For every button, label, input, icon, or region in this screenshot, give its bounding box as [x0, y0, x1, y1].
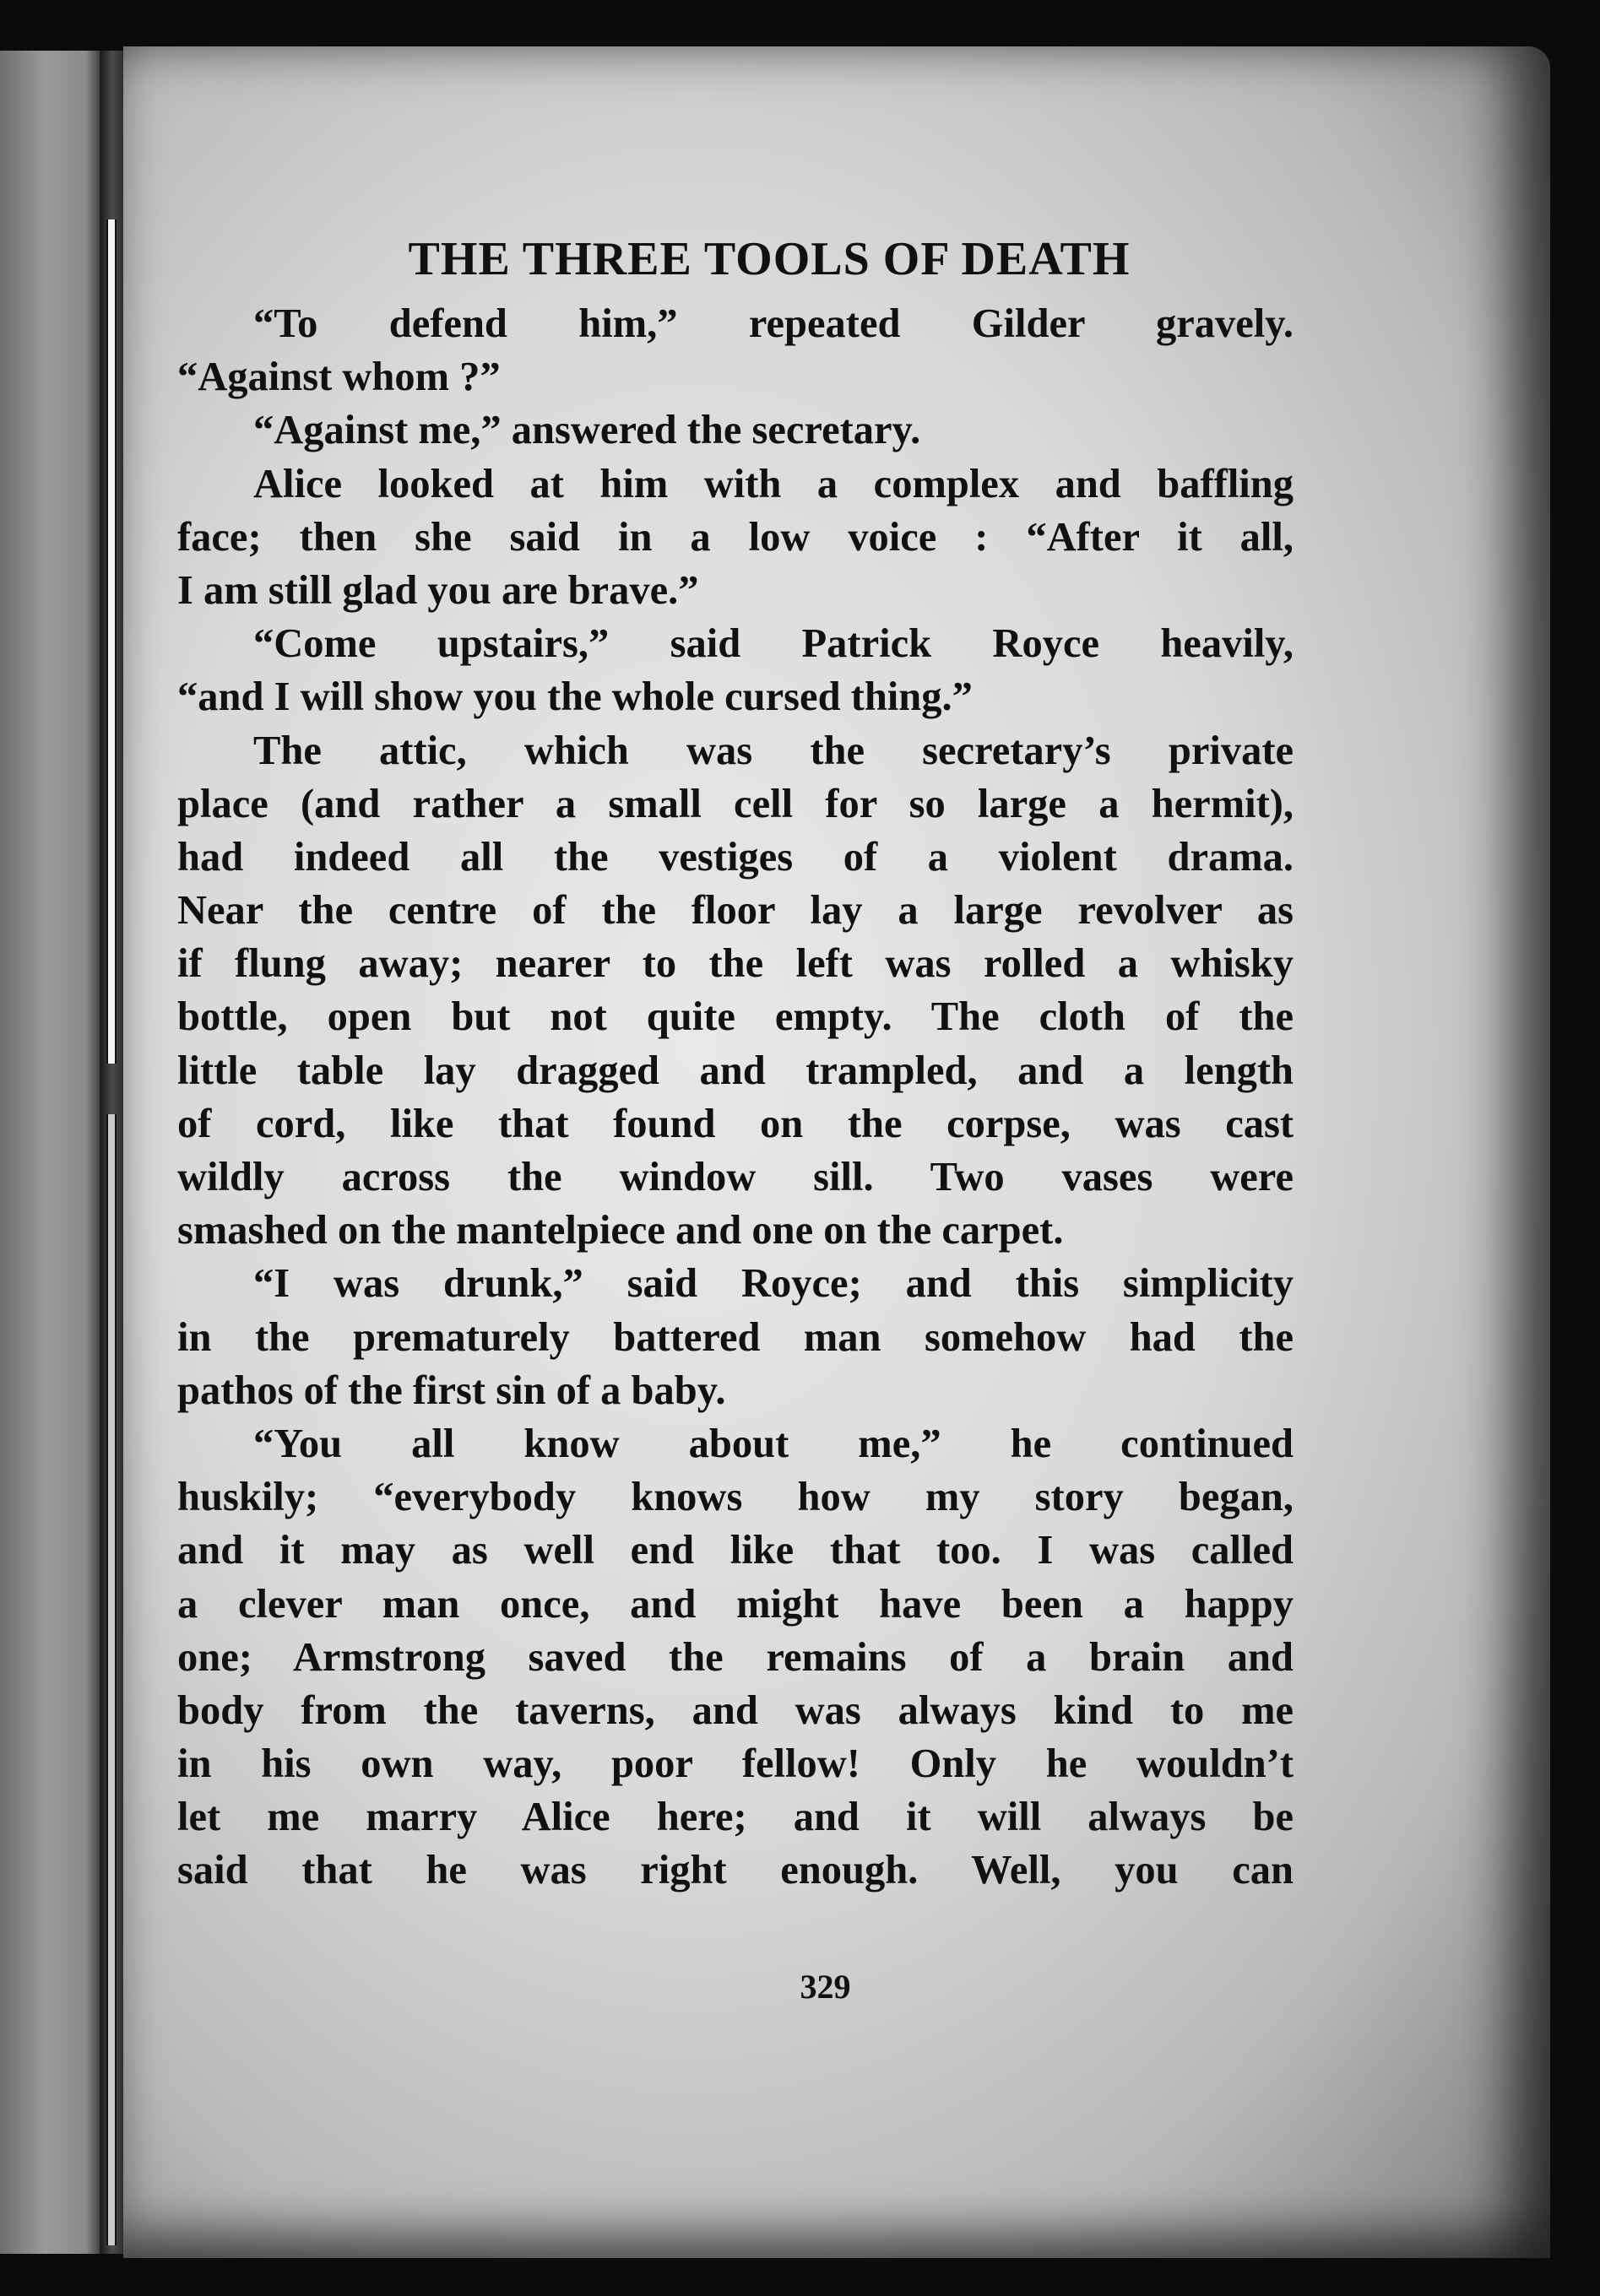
running-head: THE THREE TOOLS OF DEATH: [408, 233, 1131, 285]
text-line: bottle, open but not quite empty. The cloth of the: [177, 994, 1294, 1040]
page-body: [177, 228, 1294, 1898]
body-text: [177, 297, 1294, 1898]
text-line: let me marry Alice here; and it will always be: [177, 1795, 1294, 1840]
page-number: 329: [800, 1968, 851, 2006]
text-line: place (and rather a small cell for so large a hermit),: [177, 781, 1294, 826]
text-line: in his own way, poor fellow! Only he wouldn’t: [177, 1741, 1294, 1787]
text-line: “You all know about me,” he continued: [253, 1421, 1294, 1466]
gutter-paper-edge: [106, 219, 117, 1064]
text-line: pathos of the first sin of a baby.: [177, 1367, 726, 1413]
text-line: “I was drunk,” said Royce; and this simplicity: [253, 1261, 1294, 1307]
text-line: one; Armstrong saved the remains of a brain and: [177, 1634, 1294, 1680]
text-line: “To defend him,” repeated Gilder gravely.: [253, 301, 1294, 346]
page-number-row: [0, 1967, 1600, 2006]
text-line: Alice looked at him with a complex and baffling: [253, 461, 1294, 506]
text-line: of cord, like that found on the corpse, was cast: [177, 1101, 1294, 1146]
facing-page-edge: [0, 51, 101, 2254]
text-line: in the prematurely battered man somehow had the: [177, 1314, 1294, 1360]
text-line: The attic, which was the secretary’s private: [253, 728, 1294, 773]
text-line: little table lay dragged and trampled, and a length: [177, 1048, 1294, 1093]
text-line: face; then she said in a low voice : “After it all,: [177, 514, 1294, 560]
text-line: smashed on the mantelpiece and one on the carpet.: [177, 1208, 1064, 1254]
text-line: if flung away; nearer to the left was rolled a whisky: [177, 941, 1294, 987]
text-line: “Come upstairs,” said Patrick Royce heavily,: [253, 621, 1294, 667]
text-line: I am still glad you are brave.”: [177, 567, 699, 613]
text-line: a clever man once, and might have been a happy: [177, 1581, 1294, 1627]
gutter-paper-edge-lower: [106, 1114, 117, 2245]
text-line: and it may as well end like that too. I was called: [177, 1528, 1294, 1573]
text-line: had indeed all the vestiges of a violent drama.: [177, 834, 1294, 880]
text-line: body from the taverns, and was always kind to me: [177, 1687, 1294, 1733]
text-line: said that he was right enough. Well, you can: [177, 1848, 1294, 1893]
text-line: “Against whom ?”: [177, 355, 501, 400]
text-line: Near the centre of the floor lay a large revolver as: [177, 888, 1294, 934]
text-line: “and I will show you the whole cursed thing.”: [177, 674, 973, 720]
text-line: wildly across the window sill. Two vases were: [177, 1155, 1294, 1199]
text-line: huskily; “everybody knows how my story began,: [177, 1475, 1294, 1520]
text-line: “Against me,” answered the secretary.: [253, 408, 921, 453]
